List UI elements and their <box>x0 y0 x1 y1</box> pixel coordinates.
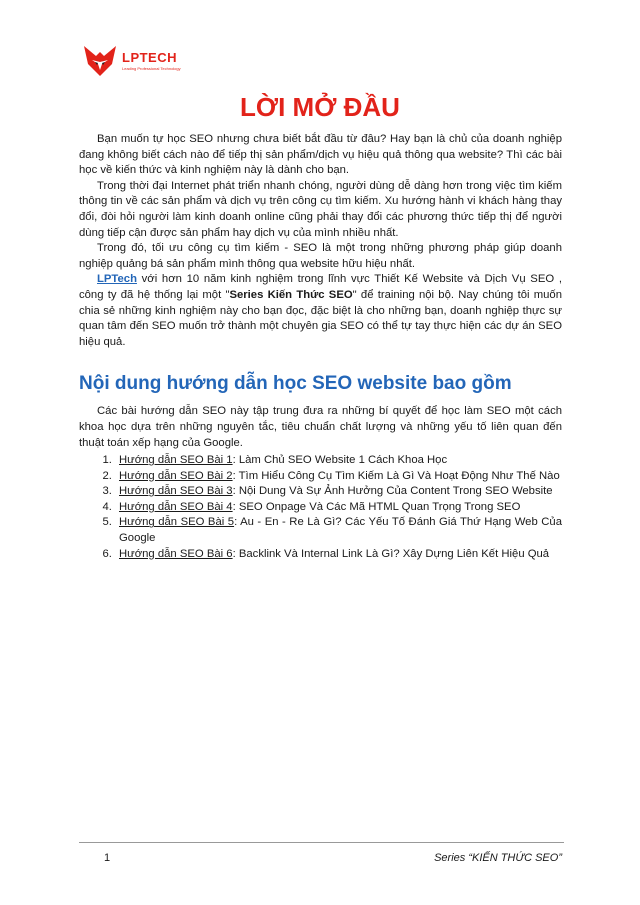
footer-series: Series “KIẾN THỨC SEO” <box>434 852 562 864</box>
intro-paragraph-1: Bạn muốn tự học SEO nhưng chưa biết bắt đầu từ đâu? Hay bạn là chủ của doanh nghiệp đang không biết cách nào để tiếp thị sản phẩm/dịch vụ hiệu quả thông qua website? Thì các bài học về kiến thức và kinh nghiệm này là dành cho bạn. <box>79 133 562 177</box>
intro-paragraph-4 <box>79 272 562 350</box>
lesson-link-3[interactable]: Hướng dẫn SEO Bài 3 <box>119 485 233 498</box>
intro-paragraph-4-text-a: với hơn 10 năm kinh nghiệm trong lĩnh vực Thiết Kế Website và Dịch Vụ SEO , công ty đã hệ thống lại một " <box>79 273 562 301</box>
lesson-item-1 <box>115 453 562 469</box>
intro-paragraph-2: Trong thời đại Internet phát triển nhanh chóng, người dùng dễ dàng hơn trong việc tìm kiếm thông tin về các sản phẩm và dịch vụ trên công cụ tìm kiếm. Xu hướng hành vi khách hàng thay đổi, đòi hỏi người làm kinh doanh online cũng phải thay đổi các phương thức tiếp thị để người dùng tiếp cận được sản phẩm hay dịch vụ của mình nhiều nhất. <box>79 179 562 239</box>
lesson-title-4: : SEO Onpage Và Các Mã HTML Quan Trọng Trong SEO <box>232 500 521 513</box>
lptech-logo <box>82 40 202 80</box>
page-title: LỜI MỞ ĐẦU <box>240 92 400 122</box>
lesson-title-1: : Làm Chủ SEO Website 1 Cách Khoa Học <box>232 454 448 467</box>
footer-divider <box>79 842 564 843</box>
lesson-item-6 <box>115 547 562 563</box>
logo-tagline: Leading Professional Technology <box>122 66 181 71</box>
lesson-title-2: : Tìm Hiểu Công Cụ Tìm Kiếm Là Gì Và Hoạt Động Như Thế Nào <box>232 469 560 482</box>
lesson-title-5: : Au - En - Re Là Gì? Các Yếu Tố Đánh Giá Thứ Hạng Web Của Google <box>119 516 562 545</box>
section-intro: Các bài hướng dẫn SEO này tập trung đưa ra những bí quyết để học làm SEO một cách khoa học dựa trên những nguyên tắc, tiêu chuẩn chất lượng và những yếu tố liên quan đến thuật toán xếp hạng của Google. <box>79 405 562 449</box>
lesson-link-5[interactable]: Hướng dẫn SEO Bài 5 <box>119 516 235 529</box>
logo-brand: LPTECH <box>122 50 177 65</box>
lesson-item-3 <box>115 484 562 500</box>
lesson-link-2[interactable]: Hướng dẫn SEO Bài 2 <box>119 469 233 482</box>
section-heading: Nội dung hướng dẫn học SEO website bao gồm <box>79 373 512 395</box>
lesson-list <box>79 453 562 562</box>
intro-paragraph-4-text-b: " để training nội bộ. Nay chúng tôi muốn chia sẻ những kinh nghiệm này cho bạn đọc, đặc biệt là cho những bạn, doanh nghiệp thực sự quan tâm đến SEO muốn trở thành một chuyên gia SEO có thể tự tay thực hiện các dự án SEO hiệu quả. <box>79 288 562 348</box>
lesson-link-6[interactable]: Hướng dẫn SEO Bài 6 <box>119 547 233 560</box>
lptech-link[interactable]: LPTech <box>97 273 137 286</box>
page-number: 1 <box>104 852 111 864</box>
lesson-item-2 <box>115 469 562 485</box>
fox-logo-icon <box>82 42 118 78</box>
lesson-item-4 <box>115 500 562 516</box>
lesson-link-4[interactable]: Hướng dẫn SEO Bài 4 <box>119 500 233 513</box>
series-name: Series Kiến Thức SEO <box>229 288 353 301</box>
lesson-title-6: : Backlink Và Internal Link Là Gì? Xây Dựng Liên Kết Hiệu Quả <box>232 547 550 560</box>
document-body <box>79 132 562 562</box>
lesson-item-5 <box>115 515 562 546</box>
lesson-title-3: : Nội Dung Và Sự Ảnh Hưởng Của Content Trong SEO Website <box>232 485 553 498</box>
intro-paragraph-3: Trong đó, tối ưu công cụ tìm kiếm - SEO là một trong những phương pháp giúp doanh nghiệp quảng bá sản phẩm mình thông qua website hữu hiệu nhất. <box>79 242 562 270</box>
lesson-link-1[interactable]: Hướng dẫn SEO Bài 1 <box>119 454 233 467</box>
